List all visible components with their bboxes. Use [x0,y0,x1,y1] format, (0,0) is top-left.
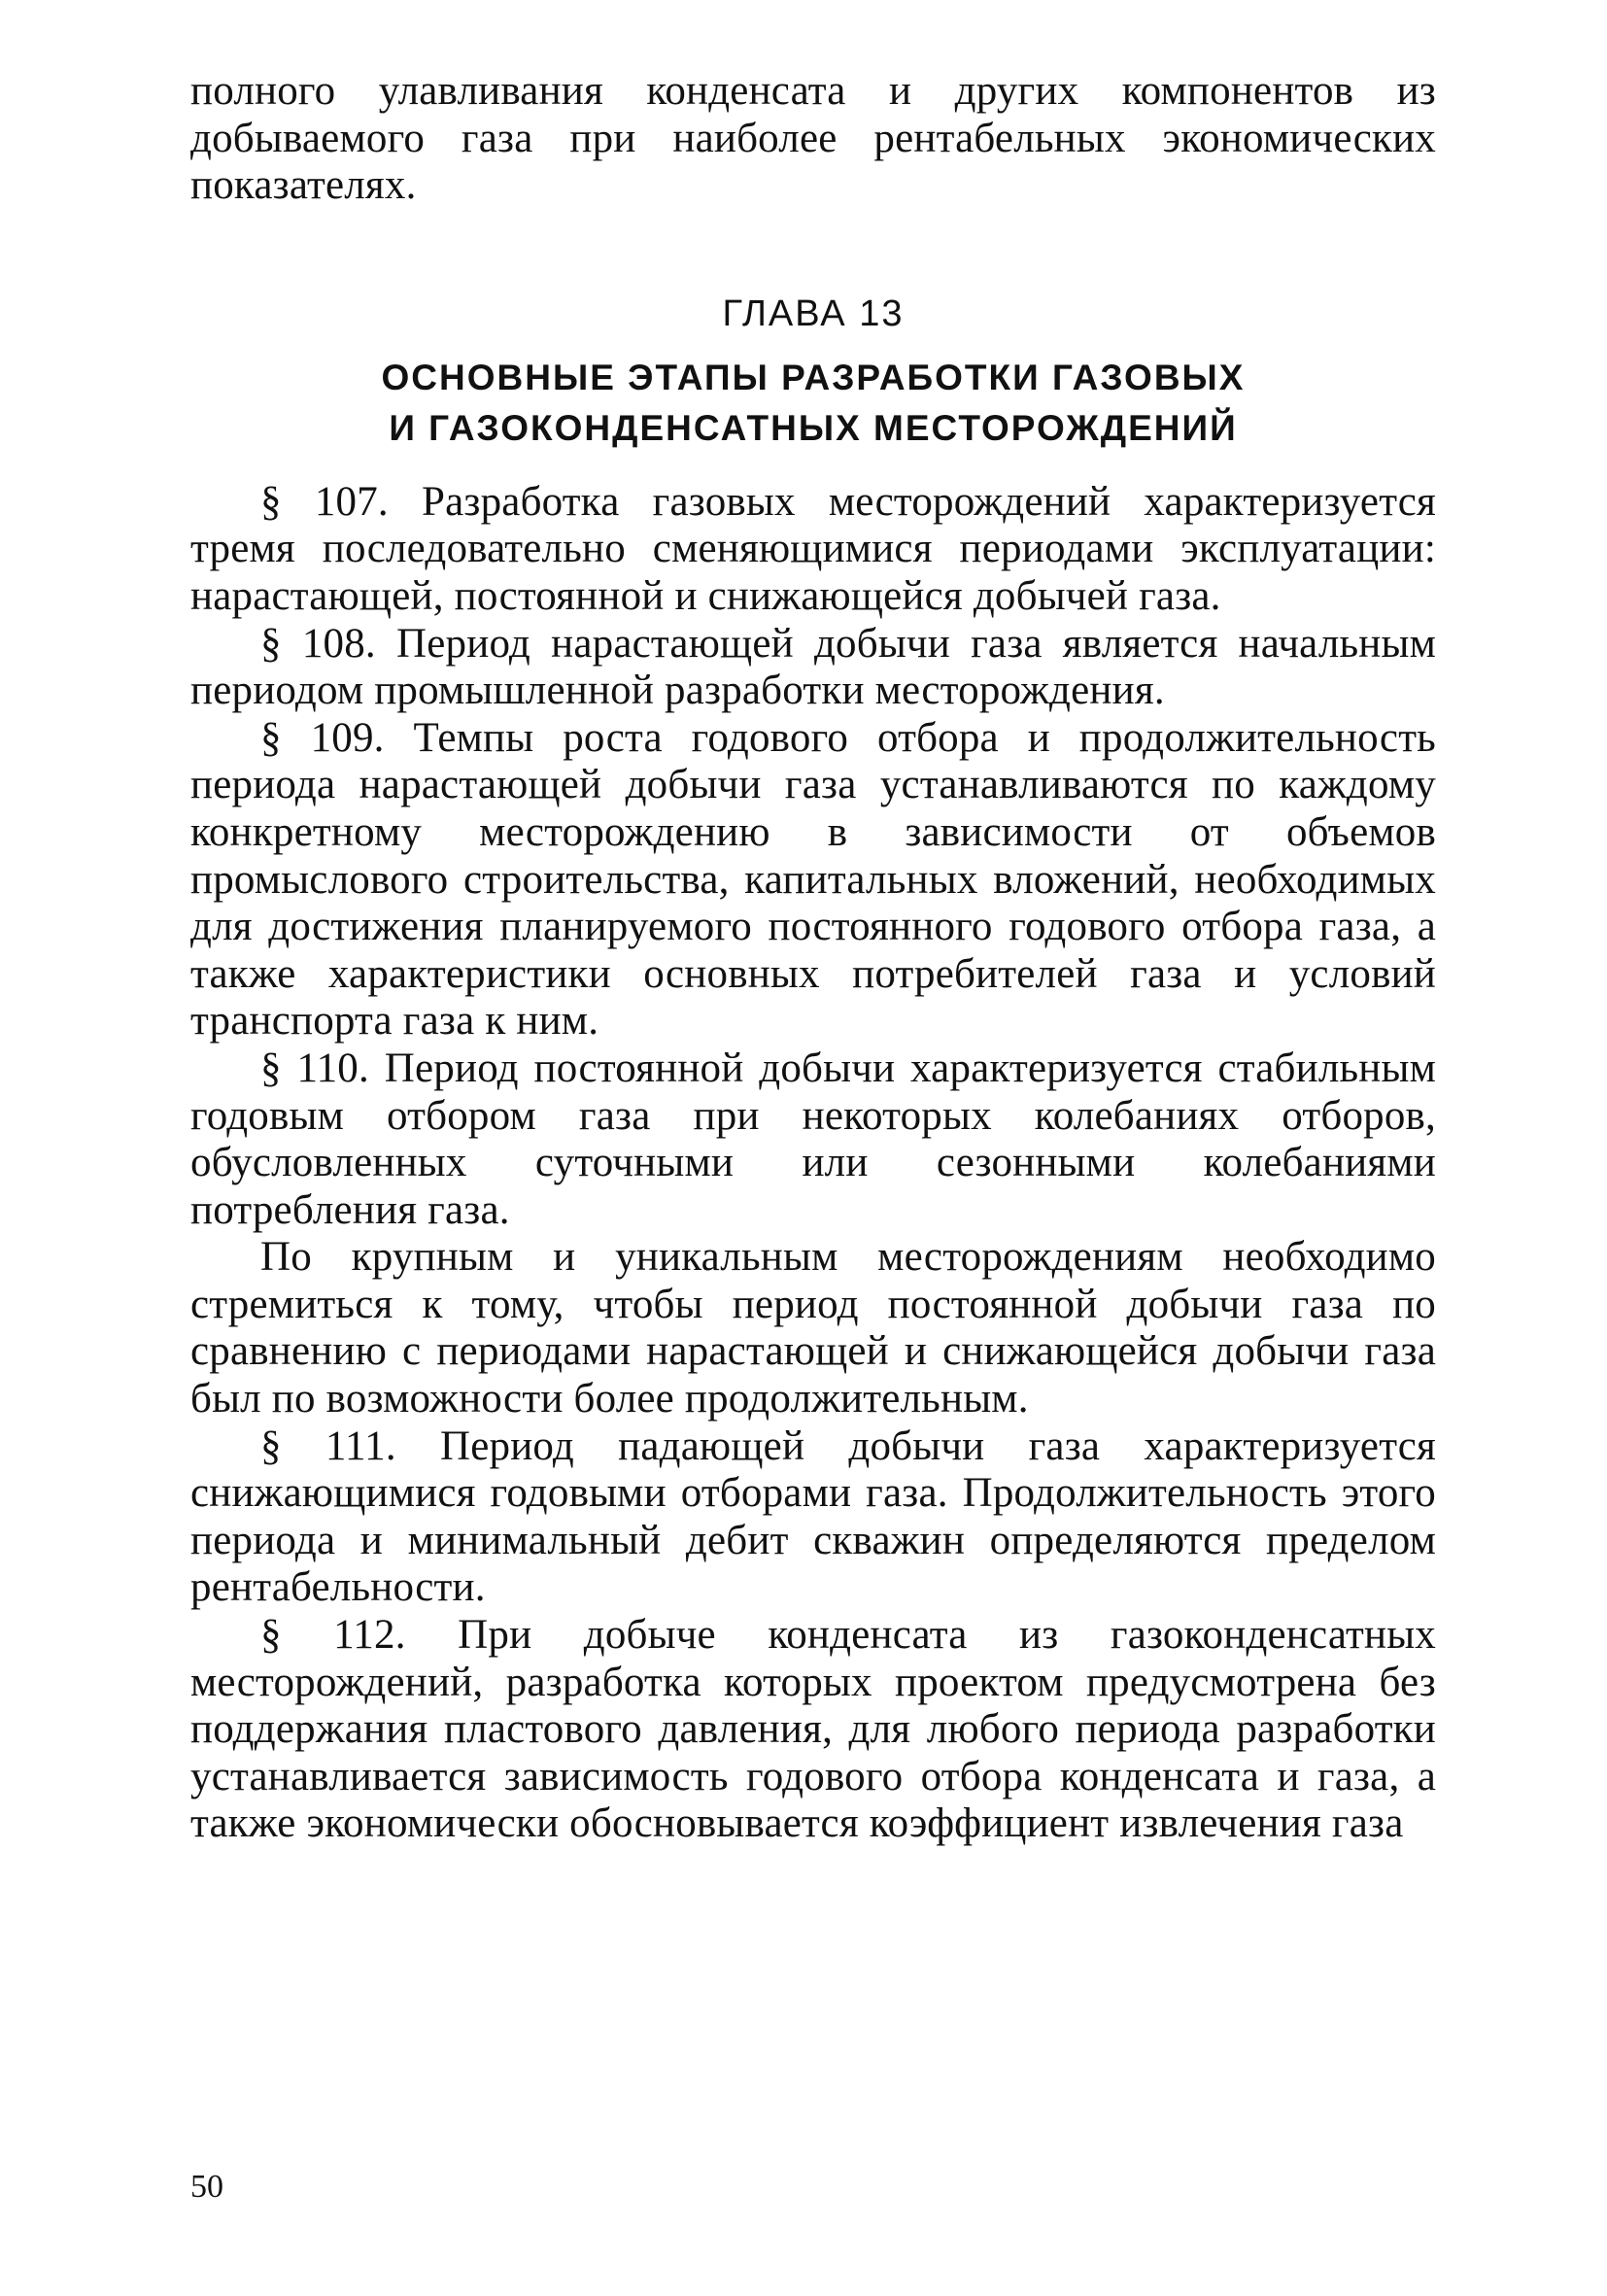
paragraph-109: § 109. Темпы роста годового отбора и продолжительность периода нарастающей добычи газа устанавливаются по каждому конкретному месторождению в зависимости от объемов промыслового строительства, капитальных вложений, необходимых для достижения планируемого постоянного годового отбора газа, а также характеристики основных потребителей газа и условий транспорта газа к ним. [190,714,1436,1045]
paragraph-112: § 112. При добыче конденсата из газоконденсатных месторождений, разработка которых проектом предусмотрена без поддержания пластового давления, для любого периода разработки устанавливается зависимость годового отбора конденсата и газа, а также экономически обосновывается коэффициент извлечения газа [190,1612,1436,1847]
spacer [190,210,1436,293]
page-number: 50 [190,2169,223,2205]
chapter-label: ГЛАВА 13 [722,292,905,334]
chapter-title-line-2: И ГАЗОКОНДЕНСАТНЫХ МЕСТОРОЖДЕНИЙ [389,407,1238,448]
paragraph-110: § 110. Период постоянной добычи характеризуется стабильным годовым отбором газа при некоторых колебаниях отборов, обусловленных суточными или сезонными колебаниями потребления газа. [190,1045,1436,1233]
spacer [190,454,1436,479]
intro-paragraph: полного улавливания конденсата и других компонентов из добываемого газа при наиболее рентабельных экономических показателях. [190,68,1436,209]
chapter-title [190,353,1436,454]
document-page [190,68,1436,1848]
paragraph-large-fields: По крупным и уникальным месторождениям необходимо стремиться к тому, чтобы период постоянной добычи газа по сравнению с периодами нарастающей и снижающейся добычи газа был по возможности более продолжительным. [190,1234,1436,1422]
paragraph-111: § 111. Период падающей добычи газа характеризуется снижающимися годовыми отборами газа. Продолжительность этого периода и минимальный дебит скважин определяются пределом рентабельности. [190,1422,1436,1611]
chapter-title-line-1: ОСНОВНЫЕ ЭТАПЫ РАЗРАБОТКИ ГАЗОВЫХ [381,357,1246,397]
paragraph-108: § 108. Период нарастающей добычи газа является начальным периодом промышленной разработки месторождения. [190,620,1436,714]
paragraph-107: § 107. Разработка газовых месторождений характеризуется тремя последовательно сменяющимися периодами эксплуатации: нарастающей, постоянной и снижающейся добычей газа. [190,478,1436,619]
spacer [190,335,1436,353]
